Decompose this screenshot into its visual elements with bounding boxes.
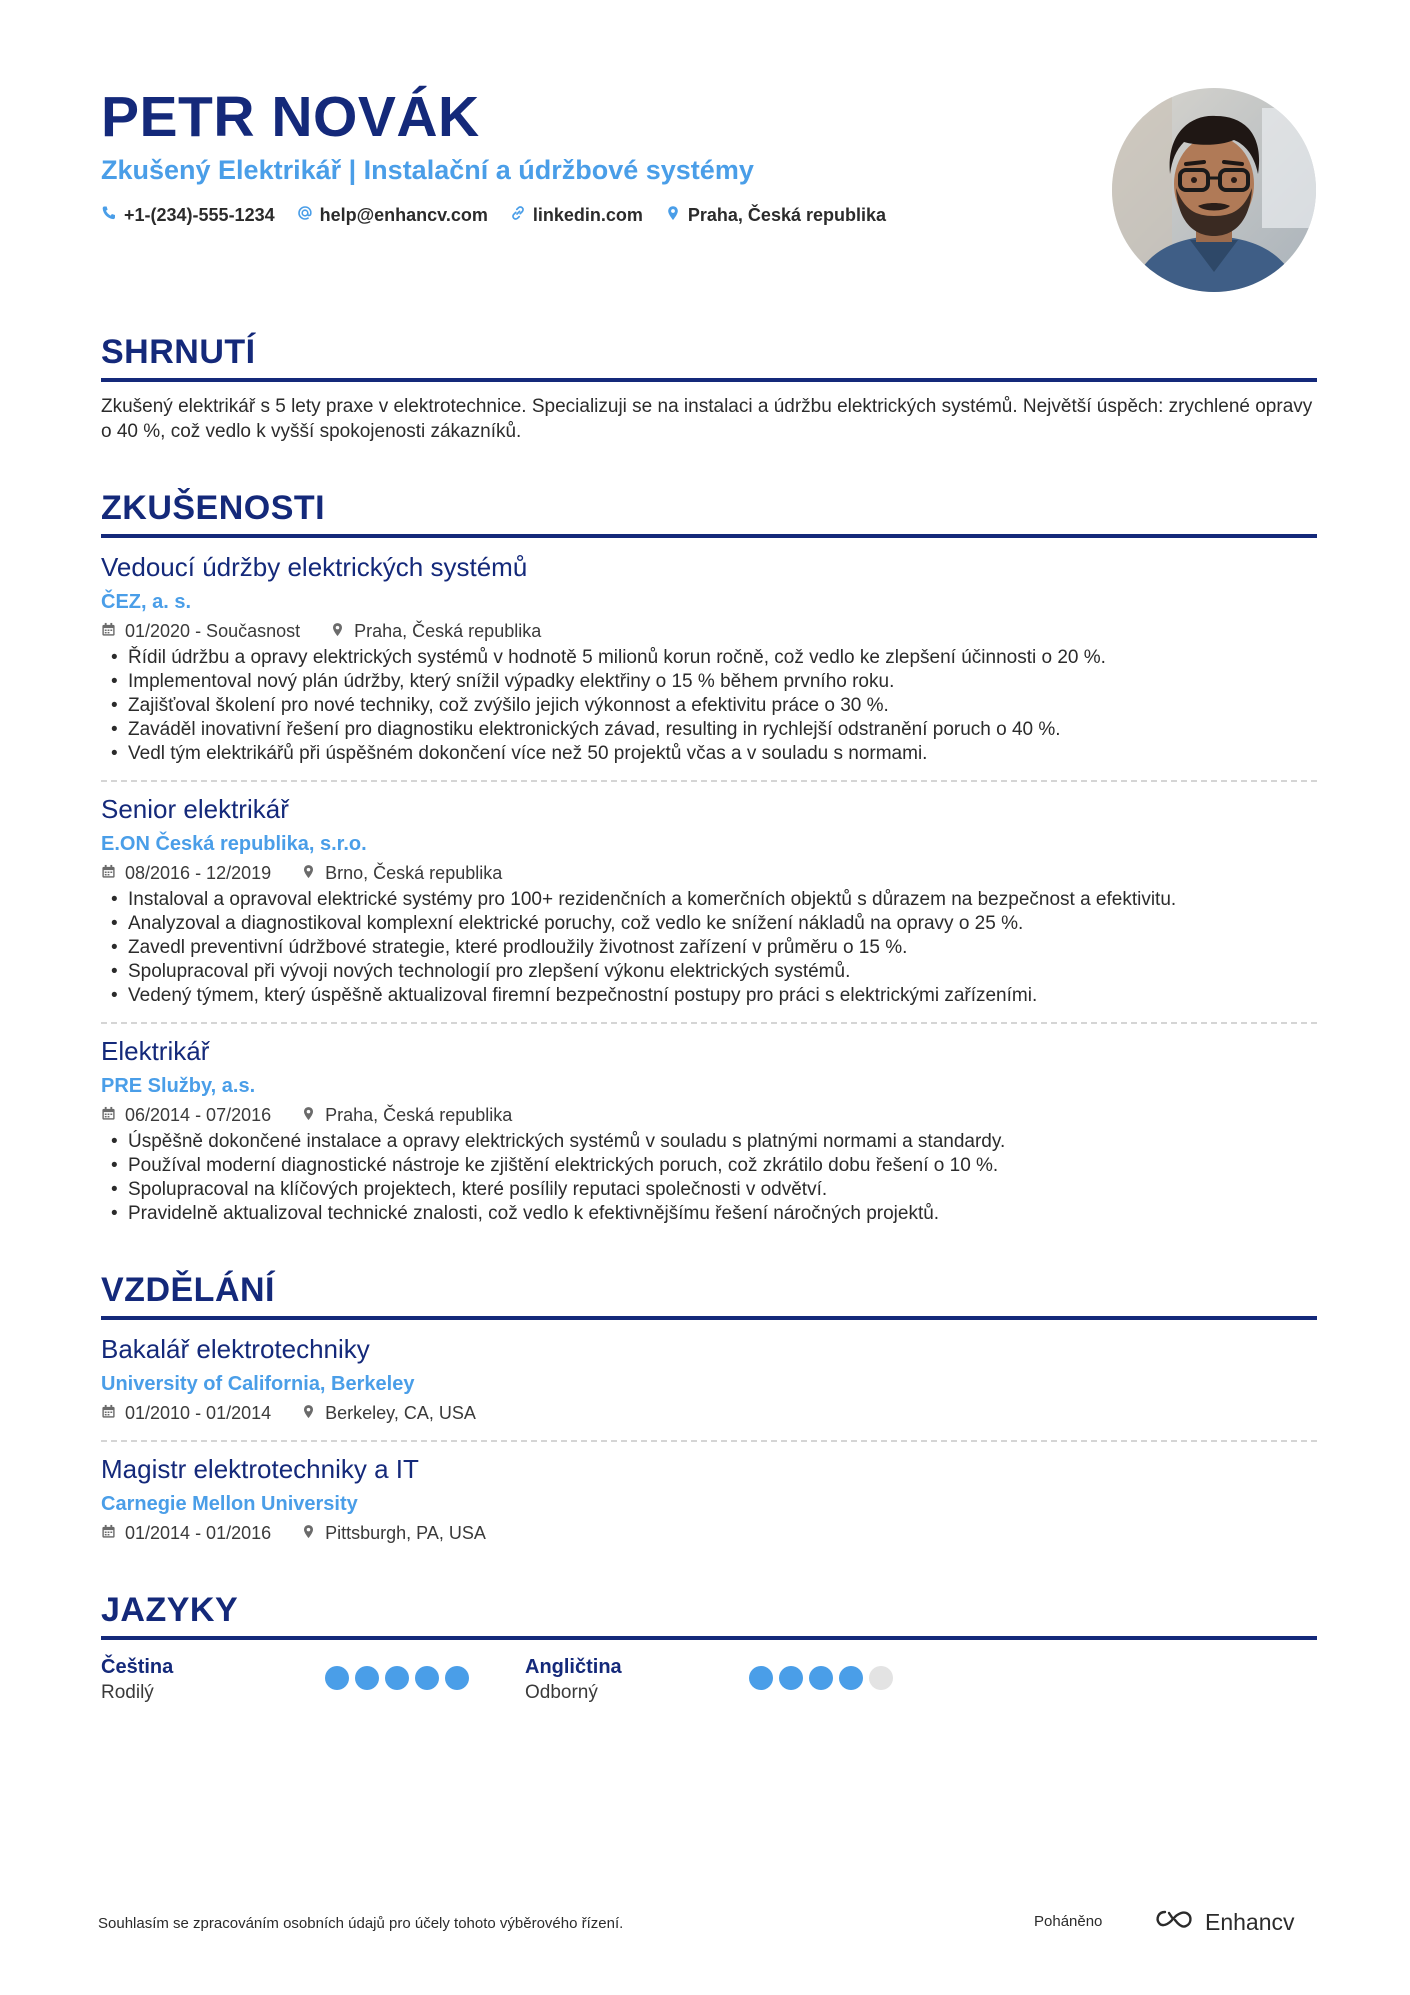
degree-title: Bakalář elektrotechniky — [101, 1334, 370, 1364]
calendar-icon — [101, 618, 116, 644]
education-entry — [101, 1332, 1317, 1426]
entry-divider — [101, 1022, 1317, 1024]
bullet-item: • Zavedl preventivní údržbové strategie, které prodloužily životnost zařízení v průměru o 15 %. — [101, 936, 1317, 960]
bullet-item: • Spolupracoval na klíčových projektech, které posílily reputaci společnosti v odvětví. — [101, 1178, 1317, 1202]
contact-email-text: help@enhancv.com — [319, 205, 488, 225]
location-pin-icon — [301, 860, 316, 886]
enhancv-brand[interactable] — [1153, 1907, 1295, 1937]
school-name: Carnegie Mellon University — [101, 1493, 358, 1515]
education-dates-text: 01/2014 - 01/2016 — [125, 1523, 272, 1543]
job-meta — [101, 618, 1317, 644]
education-location-text: Pittsburgh, PA, USA — [325, 1523, 486, 1543]
profile-photo — [1112, 88, 1316, 292]
job-bullets — [101, 1130, 1317, 1226]
job-dates — [101, 1102, 271, 1128]
job-title: Elektrikář — [101, 1036, 210, 1066]
job-dates — [101, 618, 300, 644]
job-location — [301, 860, 502, 886]
job-title: Vedoucí údržby elektrických systémů — [101, 552, 528, 582]
rating-dot-filled — [749, 1666, 773, 1690]
bullet-item: • Implementoval nový plán údržby, který snížil výpadky elektřiny o 15 % během prvního roku. — [101, 670, 1317, 694]
bullet-item: • Spolupracoval při vývoji nových technologií pro zlepšení výkonu elektrických systémů. — [101, 960, 1317, 984]
contact-location-text: Praha, Česká republika — [687, 205, 887, 225]
rating-dot-empty — [869, 1666, 893, 1690]
education-entry — [101, 1452, 1317, 1546]
rating-dot-filled — [809, 1666, 833, 1690]
summary-text: Zkušený elektrikář s 5 lety praxe v elektrotechnice. Specializuji se na instalaci a údržbu elektrických systémů. Největší úspěch: zrychlené opravy o 40 %, což vedlo k vyšší spokojenosti zákazníků. — [101, 396, 1313, 442]
experience-entry — [101, 550, 1317, 766]
calendar-icon — [101, 1102, 116, 1128]
enhancv-brand-text: Enhancv — [1205, 1908, 1295, 1935]
education-location — [301, 1520, 486, 1546]
education-dates — [101, 1400, 271, 1426]
location-pin-icon — [301, 1400, 316, 1426]
education-dates — [101, 1520, 271, 1546]
languages-heading: JAZYKY — [101, 1590, 1317, 1640]
experience-heading: ZKUŠENOSTI — [101, 488, 1317, 538]
contact-bar — [101, 205, 886, 226]
bullet-item: • Zaváděl inovativní řešení pro diagnostiku elektronických závad, resulting in rychlejší odstranění poruch o 40 %. — [101, 718, 1317, 742]
language-level: Odborný — [525, 1682, 598, 1703]
contact-phone-text: +1-(234)-555-1234 — [124, 205, 275, 225]
language-name: Angličtina — [525, 1656, 622, 1678]
language-text — [101, 1654, 325, 1706]
summary-section — [101, 332, 1317, 444]
contact-location — [665, 205, 886, 226]
rating-dot-filled — [385, 1666, 409, 1690]
calendar-icon — [101, 1400, 116, 1426]
language-rating — [749, 1666, 893, 1706]
education-section — [101, 1270, 1317, 1546]
education-meta — [101, 1520, 1317, 1546]
degree-title: Magistr elektrotechniky a IT — [101, 1454, 419, 1484]
rating-dot-filled — [779, 1666, 803, 1690]
language-rating — [325, 1666, 469, 1706]
contact-phone[interactable] — [101, 205, 275, 226]
job-dates-text: 08/2016 - 12/2019 — [125, 863, 272, 883]
page-footer — [98, 1905, 1316, 1941]
location-pin-icon — [301, 1520, 316, 1546]
job-bullets — [101, 646, 1317, 766]
bullet-item: • Pravidelně aktualizoval technické znalosti, což vedlo k efektivnějšímu řešení náročných projektů. — [101, 1202, 1317, 1226]
education-location — [301, 1400, 476, 1426]
bullet-item: • Používal moderní diagnostické nástroje ke zjištění elektrických poruch, což zkrátilo dobu řešení o 10 %. — [101, 1154, 1317, 1178]
job-location — [330, 618, 541, 644]
contact-email[interactable] — [297, 205, 488, 226]
bullet-item: • Analyzoval a diagnostikoval komplexní elektrické poruchy, což vedlo ke snížení nákladů na opravy o 25 %. — [101, 912, 1317, 936]
education-location-text: Berkeley, CA, USA — [325, 1403, 476, 1423]
at-icon — [297, 205, 313, 226]
job-bullets — [101, 888, 1317, 1008]
job-location-text: Praha, Česká republika — [325, 1105, 513, 1125]
bullet-item: • Vedený týmem, který úspěšně aktualizoval firemní bezpečnostní postupy pro práci s elektrickými zařízeními. — [101, 984, 1317, 1008]
bullet-item: • Úspěšně dokončené instalace a opravy elektrických systémů v souladu s platnými normami a standardy. — [101, 1130, 1317, 1154]
entry-divider — [101, 1440, 1317, 1442]
language-item — [525, 1654, 949, 1706]
education-heading: VZDĚLÁNÍ — [101, 1270, 1317, 1320]
bullet-item: • Instaloval a opravoval elektrické systémy pro 100+ rezidenčních a komerčních objektů s důrazem na bezpečnost a efektivitu. — [101, 888, 1317, 912]
resume-page — [101, 0, 1317, 1706]
rating-dot-filled — [445, 1666, 469, 1690]
bullet-item: • Řídil údržbu a opravy elektrických systémů v hodnotě 5 milionů korun ročně, což vedlo ke zlepšení účinnosti o 20 %. — [101, 646, 1317, 670]
job-dates — [101, 860, 271, 886]
school-name: University of California, Berkeley — [101, 1373, 415, 1395]
job-location-text: Praha, Česká republika — [354, 621, 542, 641]
job-meta — [101, 860, 1317, 886]
rating-dot-filled — [839, 1666, 863, 1690]
link-icon — [510, 205, 526, 226]
job-dates-text: 06/2014 - 07/2016 — [125, 1105, 272, 1125]
job-dates-text: 01/2020 - Současnost — [125, 621, 301, 641]
calendar-icon — [101, 1520, 116, 1546]
rating-dot-filled — [355, 1666, 379, 1690]
candidate-headline: Zkušený Elektrikář | Instalační a údržbové systémy — [101, 155, 754, 185]
location-pin-icon — [301, 1102, 316, 1128]
education-dates-text: 01/2010 - 01/2014 — [125, 1403, 272, 1423]
contact-linkedin[interactable] — [510, 205, 643, 226]
rating-dot-filled — [325, 1666, 349, 1690]
company-name: ČEZ, a. s. — [101, 591, 192, 613]
rating-dot-filled — [415, 1666, 439, 1690]
entry-divider — [101, 780, 1317, 782]
language-text — [525, 1654, 749, 1706]
candidate-name: PETR NOVÁK — [101, 85, 480, 149]
resume-header — [101, 0, 1317, 300]
education-meta — [101, 1400, 1317, 1426]
calendar-icon — [101, 860, 116, 886]
experience-entry — [101, 792, 1317, 1008]
experience-entry — [101, 1034, 1317, 1226]
languages-list — [101, 1654, 1317, 1706]
enhancv-logo-icon — [1153, 1907, 1199, 1937]
contact-linkedin-text: linkedin.com — [532, 205, 643, 225]
experience-section — [101, 488, 1317, 1226]
job-location — [301, 1102, 512, 1128]
location-pin-icon — [665, 205, 681, 226]
job-location-text: Brno, Česká republika — [325, 863, 503, 883]
language-level: Rodilý — [101, 1682, 154, 1703]
job-meta — [101, 1102, 1317, 1128]
summary-heading: SHRNUTÍ — [101, 332, 1317, 382]
location-pin-icon — [330, 618, 345, 644]
job-title: Senior elektrikář — [101, 794, 289, 824]
bullet-item: • Vedl tým elektrikářů při úspěšném dokončení více než 50 projektů včas a v souladu s normami. — [101, 742, 1317, 766]
languages-section — [101, 1590, 1317, 1706]
language-item — [101, 1654, 525, 1706]
consent-text: Souhlasím se zpracováním osobních údajů pro účely tohoto výběrového řízení. — [98, 1915, 624, 1932]
company-name: PRE Služby, a.s. — [101, 1075, 256, 1097]
phone-icon — [101, 205, 117, 226]
bullet-item: • Zajišťoval školení pro nové techniky, což zvýšilo jejich výkonnost a efektivitu práce o 30 %. — [101, 694, 1317, 718]
powered-by-text: Poháněno — [1034, 1913, 1103, 1930]
company-name: E.ON Česká republika, s.r.o. — [101, 833, 367, 855]
language-name: Čeština — [101, 1656, 174, 1678]
